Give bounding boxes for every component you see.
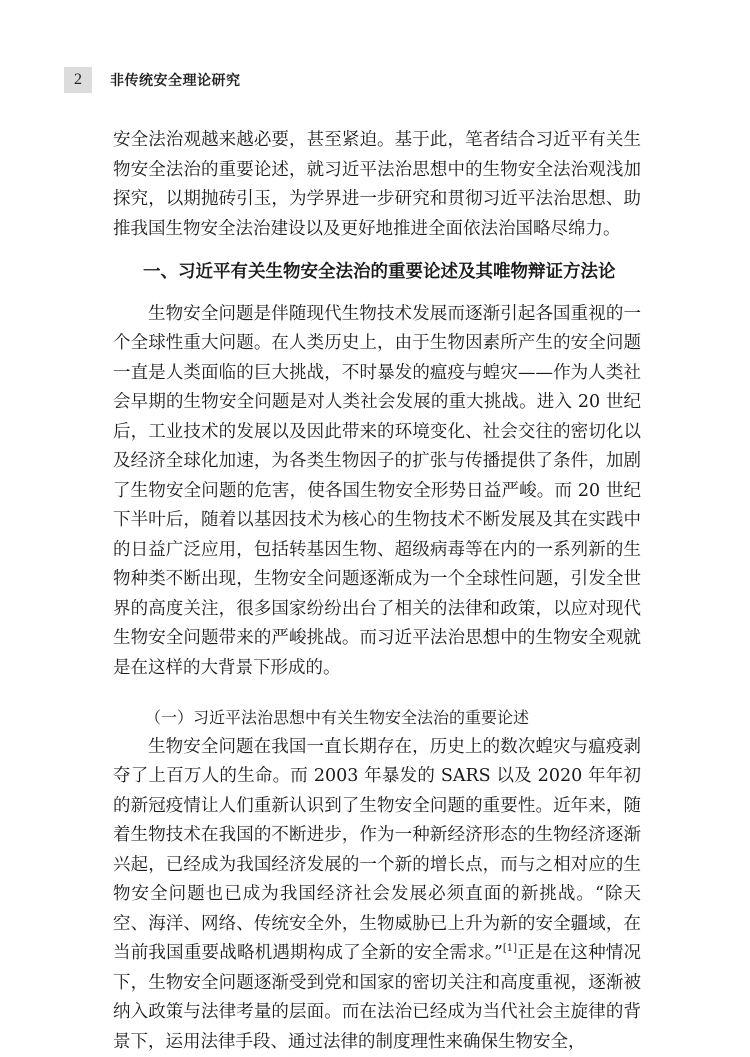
paragraph-text-part-2: 正是在这种情况下，生物安全问题逐渐受到党和国家的密切关注和高度重视，逐渐被纳入政策与法律考量的层面。而在法治已经成为当代社会主旋律的背景下，运用法律手段、通过法律的制度理性来确保生物安全，: [113, 943, 641, 1052]
page-body: [113, 126, 641, 1057]
running-header: [64, 66, 241, 94]
section-heading: 一、习近平有关生物安全法治的重要论述及其唯物辩证方法论: [113, 258, 641, 288]
paragraph-intro: 安全法治观越来越必要，甚至紧迫。基于此，笔者结合习近平有关生物安全法治的重要论述，就习近平法治思想中的生物安全法治观浅加探究，以期抛砖引玉，为学界进一步研究和贯彻习近平法治思想、助推我国生物安全法治建设以及更好地推进全面依法治国略尽绵力。: [113, 126, 641, 244]
paragraph-text-part-1: 生物安全问题在我国一直长期存在，历史上的数次蝗灾与瘟疫剥夺了上百万人的生命。而 2003 年暴发的 SARS 以及 2020 年年初的新冠疫情让人们重新认识到了生物安全问题的重要性。近年来，随着生物技术在我国的不断进步，作为一种新经济形态的生物经济逐渐兴起，已经成为我国经济发展的一个新的增长点，而与之相对应的生物安全问题也已成为我国经济社会发展必须直面的新挑战。“除天空、海洋、网络、传统安全外，生物威胁已上升为新的安全疆域，在当前我国重要战略机遇期构成了全新的安全需求。”: [113, 737, 641, 964]
page-number: 2: [64, 67, 92, 93]
footnote-reference[interactable]: [1]: [503, 943, 517, 954]
paragraph-subsection-1: [113, 733, 641, 1057]
paragraph-section-1: 生物安全问题是伴随现代生物技术发展而逐渐引起各国重视的一个全球性重大问题。在人类历史上，由于生物因素所产生的安全问题一直是人类面临的巨大挑战，不时暴发的瘟疫与蝗灾——作为人类社会早期的生物安全问题是对人类社会发展的重大挑战。进入 20 世纪后，工业技术的发展以及因此带来的环境变化、社会交往的密切化以及经济全球化加速，为各类生物因子的扩张与传播提供了条件，加剧了生物安全问题的危害，使各国生物安全形势日益严峻。而 20 世纪下半叶后，随着以基因技术为核心的生物技术不断发展及其在实践中的日益广泛应用，包括转基因生物、超级病毒等在内的一系列新的生物种类不断出现，生物安全问题逐渐成为一个全球性问题，引发全世界的高度关注，很多国家纷纷出台了相关的法律和政策，以应对现代生物安全问题带来的严峻挑战。而习近平法治思想中的生物安全观就是在这样的大背景下形成的。: [113, 300, 641, 684]
subsection-heading: （一）习近平法治思想中有关生物安全法治的重要论述: [113, 703, 641, 733]
book-title: 非传统安全理论研究: [110, 70, 241, 90]
